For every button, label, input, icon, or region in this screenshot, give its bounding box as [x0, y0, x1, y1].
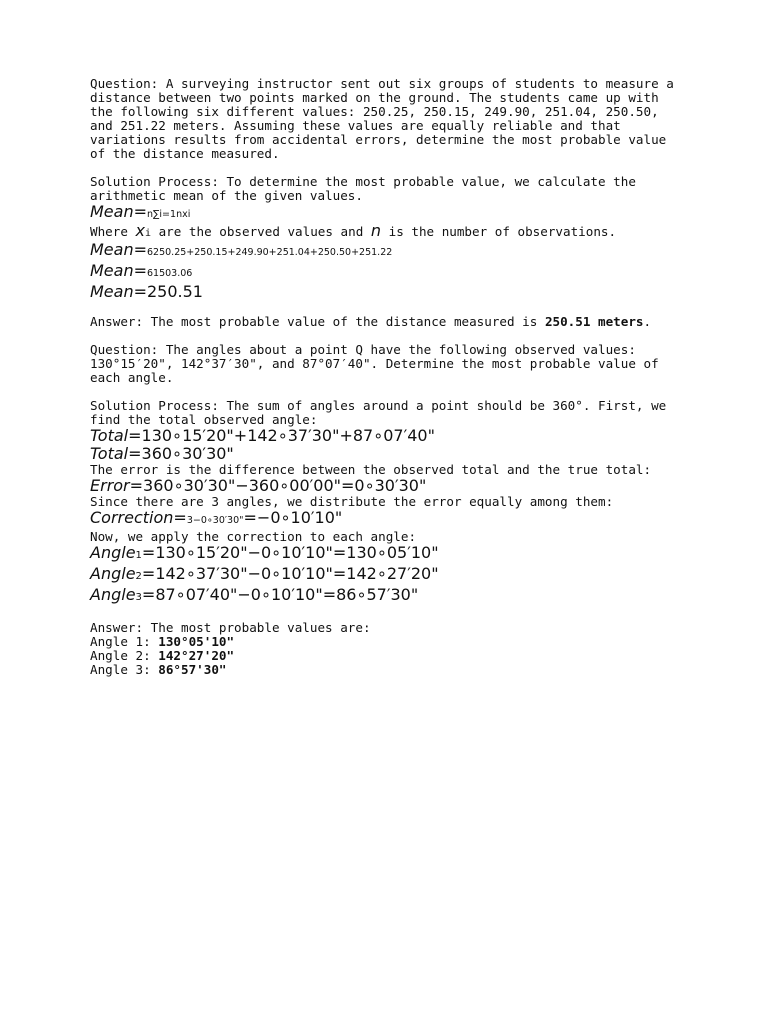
- total-sum-rhs: =130∘15′20"+142∘37′30"+87∘07′40": [128, 426, 435, 445]
- equation-angle-3: [90, 586, 680, 607]
- where-part-3: is the number of observations.: [381, 224, 617, 239]
- angle-2-rhs: =142∘37′30"−0∘10′10"=142∘27′20": [141, 564, 439, 583]
- answer-angle-2-label: Angle 2:: [90, 648, 159, 663]
- mean-label: Mean: [90, 202, 134, 221]
- where-xi: x: [135, 221, 145, 240]
- where-xi-sub: i: [144, 228, 151, 239]
- equation-angle-2: [90, 565, 680, 586]
- error-rhs: =360∘30′30"−360∘00′00"=0∘30′30": [129, 476, 427, 495]
- mean-label: Mean: [90, 261, 134, 280]
- equation-angle-1: [90, 544, 680, 565]
- angle-label: Angle: [90, 564, 136, 583]
- angle-3-sub: 3: [135, 592, 142, 603]
- equation-mean-total: Mean=61503.06: [90, 261, 193, 280]
- answer-angle-2-value: 142°27'20": [158, 648, 235, 663]
- answer-1-prefix: Answer: The most probable value of the distance measured is: [90, 314, 545, 329]
- equation-mean-result: Mean=250.51: [90, 282, 203, 301]
- mean-label: Mean: [90, 282, 134, 301]
- equation-total-sum: [90, 427, 680, 445]
- mean-label: Mean: [90, 240, 134, 259]
- angle-label: Angle: [90, 585, 136, 604]
- answer-1-suffix: .: [643, 314, 652, 329]
- answer-1-value: 250.51 meters: [544, 314, 644, 329]
- angle-label: Angle: [90, 543, 136, 562]
- solution-2-intro: Solution Process: The sum of angles around a point should be 360°. First, we find the total observed angle:: [90, 398, 674, 427]
- equation-mean-formula: Mean=n∑i=1nxi: [90, 202, 191, 221]
- where-part-1: Where: [90, 224, 136, 239]
- correction-fraction: 3−0∘30′30": [186, 515, 244, 526]
- answer-2-heading: Answer: The most probable values are:: [90, 620, 371, 635]
- question-2-text: Question: The angles about a point Q have the following observed values: 130°15′20", 142°37′30", and 87°07′40". Determine the most probable value of each angle.: [90, 342, 667, 385]
- apply-text: Now, we apply the correction to each angle:: [90, 529, 417, 544]
- answer-angle-1-value: 130°05'10": [158, 634, 235, 649]
- solution-1-intro: Solution Process: To determine the most probable value, we calculate the arithmetic mean of the given values.: [90, 174, 644, 203]
- angle-2-sub: 2: [135, 571, 142, 582]
- equation-mean-sum: Mean=6250.25+250.15+249.90+251.04+250.50+251.22: [90, 240, 393, 259]
- total-label: Total: [90, 426, 129, 445]
- equation-error: [90, 477, 680, 495]
- equation-total-result: [90, 445, 680, 463]
- answer-angle-1: [90, 635, 680, 649]
- angle-1-rhs: =130∘15′20"−0∘10′10"=130∘05′10": [141, 543, 439, 562]
- answer-angle-1-label: Angle 1:: [90, 634, 159, 649]
- answer-1: [90, 315, 680, 329]
- answer-angle-2: [90, 649, 680, 663]
- correction-label: Correction: [90, 508, 174, 527]
- error-label: Error: [90, 476, 130, 495]
- answer-angle-3-label: Angle 3:: [90, 662, 159, 677]
- where-part-2: are the observed values and: [151, 224, 371, 239]
- equation-correction: Correction=3−0∘30′30"=−0∘10′10": [90, 508, 343, 527]
- where-text: [90, 221, 680, 241]
- answer-angle-3: [90, 663, 680, 677]
- angle-1-sub: 1: [135, 550, 142, 561]
- document-page: [90, 77, 680, 677]
- where-n: n: [370, 221, 382, 240]
- total-label: Total: [90, 444, 129, 463]
- angle-3-rhs: =87∘07′40"−0∘10′10"=86∘57′30": [141, 585, 419, 604]
- error-text: The error is the difference between the observed total and the true total:: [90, 462, 652, 477]
- mean-total-rhs: 61503.06: [147, 268, 193, 279]
- correction-result: =−0∘10′10": [243, 508, 343, 527]
- distribute-text: Since there are 3 angles, we distribute the error equally among them:: [90, 494, 614, 509]
- mean-sum-rhs: 6250.25+250.15+249.90+251.04+250.50+251.22: [147, 247, 393, 258]
- answer-angle-3-value: 86°57'30": [158, 662, 227, 677]
- question-1-text: Question: A surveying instructor sent out six groups of students to measure a distance between two points marked on the ground. The students came up with the following six different values: 250.25, 250.15, 249.90, 251.04, 250.50, and 251.22 meters. Assuming these values are equally reliable and that variations results from accidental errors, determine the most probable value of the distance measured.: [90, 76, 682, 161]
- total-result-rhs: =360∘30′30": [128, 444, 234, 463]
- mean-formula-rhs: n∑i=1nxi: [147, 209, 191, 220]
- mean-result-rhs: 250.51: [147, 282, 203, 301]
